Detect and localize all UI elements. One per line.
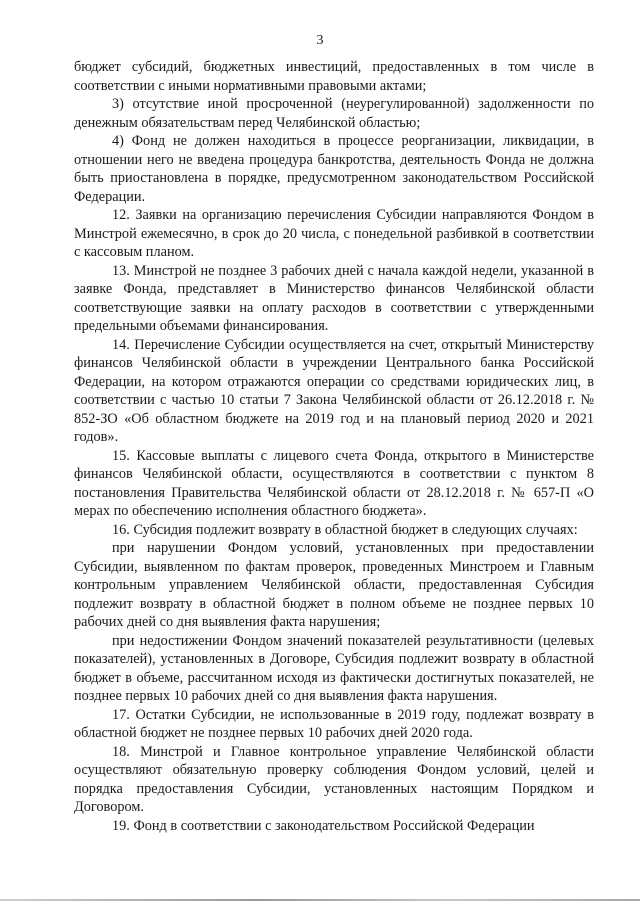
clause-16-case-violation: при нарушении Фондом условий, установленных при предоставлении Субсидии, выявленном по фактам проверок, проведенных Минстроем и Главным контрольным управлением Челябинской области, предоставленная Субсидия подлежит возврату в областной бюджет в полном объеме не позднее первых 10 рабочих дней со дня выявления факта нарушения; <box>74 540 594 630</box>
paragraph-continuation: бюджет субсидий, бюджетных инвестиций, предоставленных в том числе в соответствии с иными нормативными правовыми актами; <box>74 59 594 94</box>
clause-18: 18. Минстрой и Главное контрольное управление Челябинской области осуществляют обязательную проверку соблюдения Фондом условий, целей и порядка предоставления Субсидии, установленных настоящим Порядком и Договором. <box>74 743 594 815</box>
clause-14: 14. Перечисление Субсидии осуществляется на счет, открытый Министерству финансов Челябинской области в учреждении Центрального банка Российской Федерации, на котором отражаются операции со средствами юридических лиц, в соответствии с частью 10 статьи 7 Закона Челябинской области от 26.12.2018 г. № 852-ЗО «Об областном бюджете на 2019 год и на плановый период 2020 и 2021 годов». <box>74 336 594 445</box>
clause-17: 17. Остатки Субсидии, не использованные в 2019 году, подлежат возврату в областной бюджет не позднее первых 10 рабочих дней 2020 года. <box>74 706 594 741</box>
scan-edge-line <box>0 899 640 901</box>
page-number: 3 <box>316 33 324 48</box>
clause-15: 15. Кассовые выплаты с лицевого счета Фонда, открытого в Министерстве финансов Челябинской области, осуществляются в соответствии с пунктом 8 постановления Правительства Челябинской области от 28.12.2018 г. № 657-П «О мерах по обеспечению исполнения областного бюджета». <box>74 447 594 519</box>
document-body <box>74 58 594 835</box>
clause-16: 16. Субсидия подлежит возврату в областной бюджет в следующих случаях: <box>112 521 578 538</box>
clause-16-case-underachievement: при недостижении Фондом значений показателей результативности (целевых показателей), установленных в Договоре, Субсидия подлежит возврату в областной бюджет в объеме, рассчитанном исходя из фактически достигнутых показателей, не позднее первых 10 рабочих дней со дня выявления факта нарушения. <box>74 632 594 704</box>
clause-12: 12. Заявки на организацию перечисления Субсидии направляются Фондом в Минстрой ежемесячно, в срок до 20 числа, с понедельной разбивкой в соответствии с кассовым планом. <box>74 207 594 260</box>
condition-3: 3) отсутствие иной просроченной (неурегулированной) задолженности по денежным обязательствам перед Челябинской областью; <box>74 96 594 131</box>
clause-13: 13. Минстрой не позднее 3 рабочих дней с начала каждой недели, указанной в заявке Фонда, представляет в Министерство финансов Челябинской области соответствующие заявки на оплату расходов в соответствии с утвержденными предельными объемами финансирования. <box>74 262 594 334</box>
condition-4: 4) Фонд не должен находиться в процессе реорганизации, ликвидации, в отношении него не введена процедура банкротства, деятельность Фонда не должна быть приостановлена в порядке, предусмотренном законодательством Российской Федерации. <box>74 133 594 205</box>
clause-19: 19. Фонд в соответствии с законодательством Российской Федерации <box>112 817 535 834</box>
